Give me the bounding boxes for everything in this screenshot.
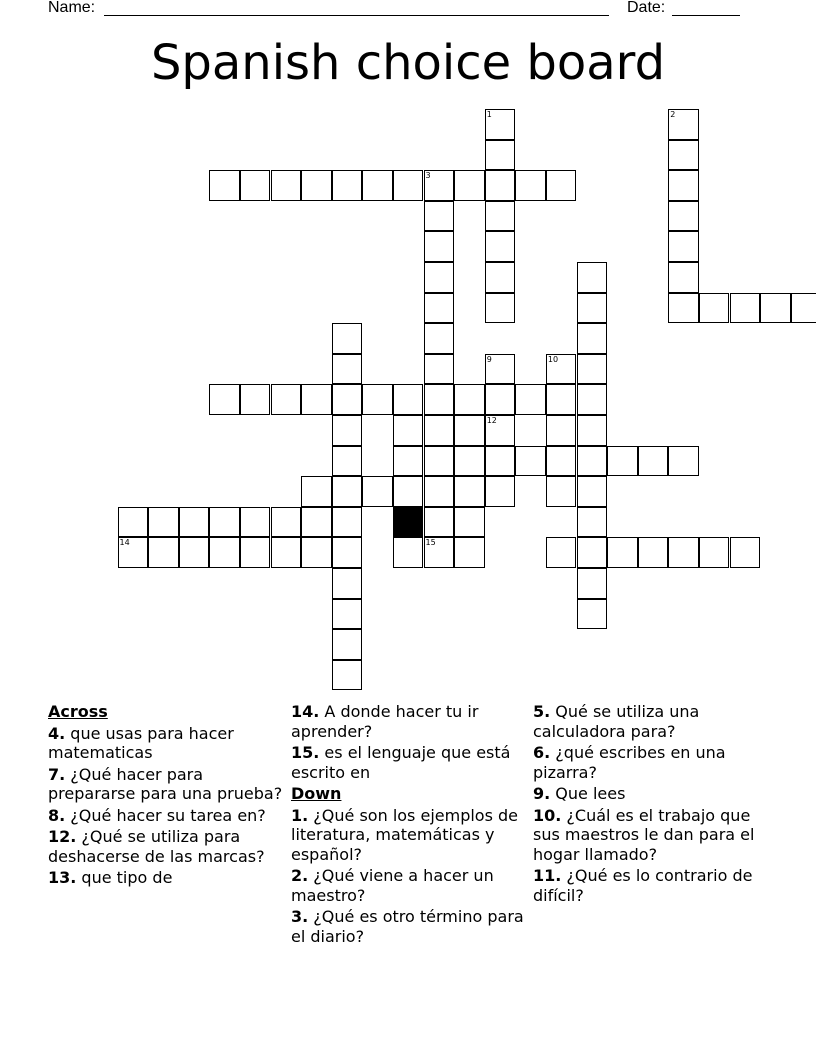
clue-item-number: 10. [533, 805, 562, 825]
grid-cell[interactable] [485, 170, 516, 201]
grid-cell[interactable] [332, 629, 363, 660]
grid-cell[interactable] [332, 384, 363, 415]
grid-cell[interactable] [332, 660, 363, 691]
grid-cell[interactable] [485, 476, 516, 507]
clue-item-text: ¿Qué viene a hacer un maestro? [291, 866, 494, 905]
date-label: Date: [627, 0, 666, 16]
black-square [393, 507, 424, 538]
grid-cell[interactable] [638, 537, 669, 568]
grid-cell[interactable] [485, 109, 516, 140]
clue-item [48, 765, 288, 804]
clue-number: 10 [547, 354, 559, 364]
grid-cell[interactable] [577, 507, 608, 538]
grid-cell[interactable] [515, 446, 546, 477]
clue-item [48, 724, 288, 763]
grid-cell[interactable] [332, 415, 363, 446]
grid-cell[interactable] [332, 323, 363, 354]
clue-item-number: 14. [291, 702, 320, 721]
grid-cell[interactable] [424, 170, 455, 201]
grid-cell[interactable] [454, 170, 485, 201]
grid-cell[interactable] [118, 537, 149, 568]
grid-cell[interactable] [424, 384, 455, 415]
clues-column-3 [533, 702, 773, 907]
clue-item-text: ¿Qué son los ejemplos de literatura, matemáticas y español? [291, 805, 518, 864]
grid-cell[interactable] [791, 293, 816, 324]
grid-cell[interactable] [393, 446, 424, 477]
grid-cell[interactable] [546, 384, 577, 415]
grid-cell[interactable] [362, 476, 393, 507]
grid-cell[interactable] [301, 507, 332, 538]
grid-cell[interactable] [179, 507, 210, 538]
grid-cell[interactable] [148, 537, 179, 568]
grid-cell[interactable] [668, 170, 699, 201]
grid-cell[interactable] [209, 384, 240, 415]
clue-item-text: ¿Qué es otro término para el diario? [291, 907, 524, 946]
clue-item-number: 8. [48, 805, 66, 825]
grid-cell[interactable] [148, 507, 179, 538]
grid-cell[interactable] [485, 415, 516, 446]
grid-cell[interactable] [424, 537, 455, 568]
down-heading: Down [291, 784, 342, 803]
grid-cell[interactable] [577, 323, 608, 354]
clue-item [291, 743, 531, 782]
grid-cell[interactable] [332, 476, 363, 507]
clue-item [291, 907, 531, 946]
grid-cell[interactable] [240, 507, 271, 538]
clue-item-number: 1. [291, 805, 309, 825]
grid-cell[interactable] [393, 384, 424, 415]
grid-cell[interactable] [485, 140, 516, 171]
clue-number: 1 [486, 110, 492, 119]
clue-item-number: 9. [533, 784, 551, 803]
across-heading: Across [48, 702, 108, 721]
clue-item-number: 13. [48, 868, 77, 887]
clue-item [291, 806, 531, 865]
grid-cell[interactable] [577, 293, 608, 324]
grid-cell[interactable] [577, 446, 608, 477]
clue-item [48, 806, 288, 826]
grid-cell[interactable] [515, 384, 546, 415]
grid-cell[interactable] [699, 537, 730, 568]
clue-item [291, 702, 531, 741]
clue-item-number: 12. [48, 827, 77, 846]
grid-cell[interactable] [485, 201, 516, 232]
grid-cell[interactable] [577, 476, 608, 507]
clues-column-1 [48, 702, 288, 890]
grid-cell[interactable] [424, 323, 455, 354]
grid-cell[interactable] [577, 568, 608, 599]
name-label: Name: [48, 0, 96, 16]
grid-cell[interactable] [699, 293, 730, 324]
clue-number: 2 [670, 110, 676, 119]
clue-item [533, 743, 773, 782]
grid-cell[interactable] [546, 354, 577, 385]
grid-cell[interactable] [209, 170, 240, 201]
grid-cell[interactable] [668, 262, 699, 293]
grid-cell[interactable] [332, 446, 363, 477]
clue-item-text: ¿Qué hacer para prepararse para una prueba? [48, 764, 283, 803]
grid-cell[interactable] [730, 537, 761, 568]
clue-item [533, 702, 773, 741]
grid-cell[interactable] [118, 507, 149, 538]
clues-column-2 [291, 702, 531, 948]
clue-item-text: ¿Cuál es el trabajo que sus maestros le dan para el hogar llamado? [533, 805, 755, 864]
grid-cell[interactable] [424, 262, 455, 293]
clue-item-text: Que lees [550, 784, 626, 803]
grid-cell[interactable] [454, 384, 485, 415]
grid-cell[interactable] [760, 293, 791, 324]
clue-item-text: que usas para hacer matematicas [48, 723, 234, 762]
clue-item [533, 784, 773, 804]
grid-cell[interactable] [515, 170, 546, 201]
grid-cell[interactable] [424, 201, 455, 232]
grid-cell[interactable] [301, 170, 332, 201]
grid-cell[interactable] [668, 109, 699, 140]
grid-cell[interactable] [240, 537, 271, 568]
grid-cell[interactable] [362, 384, 393, 415]
grid-cell[interactable] [730, 293, 761, 324]
grid-cell[interactable] [271, 384, 302, 415]
grid-cell[interactable] [424, 476, 455, 507]
grid-cell[interactable] [607, 537, 638, 568]
grid-cell[interactable] [546, 415, 577, 446]
grid-cell[interactable] [546, 476, 577, 507]
grid-cell[interactable] [454, 476, 485, 507]
grid-cell[interactable] [209, 537, 240, 568]
clue-item-text: ¿Qué es lo contrario de difícil? [533, 866, 753, 905]
grid-cell[interactable] [668, 537, 699, 568]
grid-cell[interactable] [485, 293, 516, 324]
grid-cell[interactable] [577, 262, 608, 293]
clue-item [48, 868, 288, 888]
grid-cell[interactable] [424, 354, 455, 385]
clue-item [291, 866, 531, 905]
grid-cell[interactable] [577, 537, 608, 568]
grid-cell[interactable] [638, 446, 669, 477]
clue-item-number: 4. [48, 723, 66, 743]
grid-cell[interactable] [271, 170, 302, 201]
grid-cell[interactable] [485, 354, 516, 385]
clue-item-number: 5. [533, 702, 551, 721]
clue-number: 3 [425, 171, 431, 181]
grid-cell[interactable] [301, 537, 332, 568]
grid-cell[interactable] [485, 446, 516, 477]
clue-item-number: 7. [48, 764, 66, 784]
clue-number: 12 [486, 416, 497, 425]
grid-cell[interactable] [577, 415, 608, 446]
clue-item-text: ¿qué escribes en una pizarra? [533, 743, 726, 782]
grid-cell[interactable] [668, 140, 699, 171]
grid-cell[interactable] [546, 446, 577, 477]
grid-cell[interactable] [607, 446, 638, 477]
clue-item-number: 6. [533, 743, 551, 762]
grid-cell[interactable] [209, 507, 240, 538]
clue-item [533, 806, 773, 865]
grid-cell[interactable] [546, 170, 577, 201]
clue-number: 14 [119, 538, 130, 548]
grid-cell[interactable] [332, 507, 363, 538]
grid-cell[interactable] [546, 537, 577, 568]
clue-item-number: 3. [291, 907, 309, 926]
grid-cell[interactable] [485, 262, 516, 293]
grid-cell[interactable] [301, 476, 332, 507]
grid-cell[interactable] [454, 415, 485, 446]
clue-number: 9 [486, 354, 492, 364]
grid-cell[interactable] [577, 354, 608, 385]
clue-item-number: 11. [533, 866, 562, 885]
grid-cell[interactable] [271, 537, 302, 568]
grid-cell[interactable] [393, 537, 424, 568]
grid-cell[interactable] [668, 446, 699, 477]
grid-cell[interactable] [577, 384, 608, 415]
grid-cell[interactable] [393, 170, 424, 201]
grid-cell[interactable] [332, 599, 363, 630]
grid-cell[interactable] [424, 293, 455, 324]
clue-item-text: es el lenguaje que está escrito en [291, 743, 511, 782]
clue-item-text: ¿Qué se utiliza para deshacerse de las marcas? [48, 827, 265, 866]
grid-cell[interactable] [240, 170, 271, 201]
grid-cell[interactable] [271, 507, 302, 538]
clue-item [533, 866, 773, 905]
grid-cell[interactable] [301, 384, 332, 415]
grid-cell[interactable] [179, 537, 210, 568]
grid-cell[interactable] [393, 415, 424, 446]
grid-cell[interactable] [424, 415, 455, 446]
grid-cell[interactable] [332, 537, 363, 568]
grid-cell[interactable] [424, 231, 455, 262]
grid-cell[interactable] [454, 507, 485, 538]
grid-cell[interactable] [485, 384, 516, 415]
clue-item-number: 15. [291, 743, 320, 762]
clue-item-text: que tipo de [76, 868, 173, 887]
grid-cell[interactable] [668, 231, 699, 262]
grid-cell[interactable] [393, 476, 424, 507]
grid-cell[interactable] [454, 446, 485, 477]
grid-cell[interactable] [332, 568, 363, 599]
clue-item-text: ¿Qué hacer su tarea en? [65, 805, 266, 825]
grid-cell[interactable] [577, 599, 608, 630]
grid-cell[interactable] [332, 354, 363, 385]
clue-item-text: A donde hacer tu ir aprender? [291, 702, 479, 741]
grid-cell[interactable] [485, 231, 516, 262]
grid-cell[interactable] [668, 201, 699, 232]
grid-cell[interactable] [332, 170, 363, 201]
grid-cell[interactable] [240, 384, 271, 415]
grid-cell[interactable] [362, 170, 393, 201]
clue-number: 15 [425, 538, 436, 548]
clue-item [48, 827, 288, 866]
grid-cell[interactable] [668, 293, 699, 324]
grid-cell[interactable] [424, 446, 455, 477]
clue-item-text: Qué se utiliza una calculadora para? [533, 702, 700, 741]
grid-cell[interactable] [424, 507, 455, 538]
clue-item-number: 2. [291, 866, 309, 885]
grid-cell[interactable] [454, 537, 485, 568]
page-title: Spanish choice board [150, 35, 666, 91]
